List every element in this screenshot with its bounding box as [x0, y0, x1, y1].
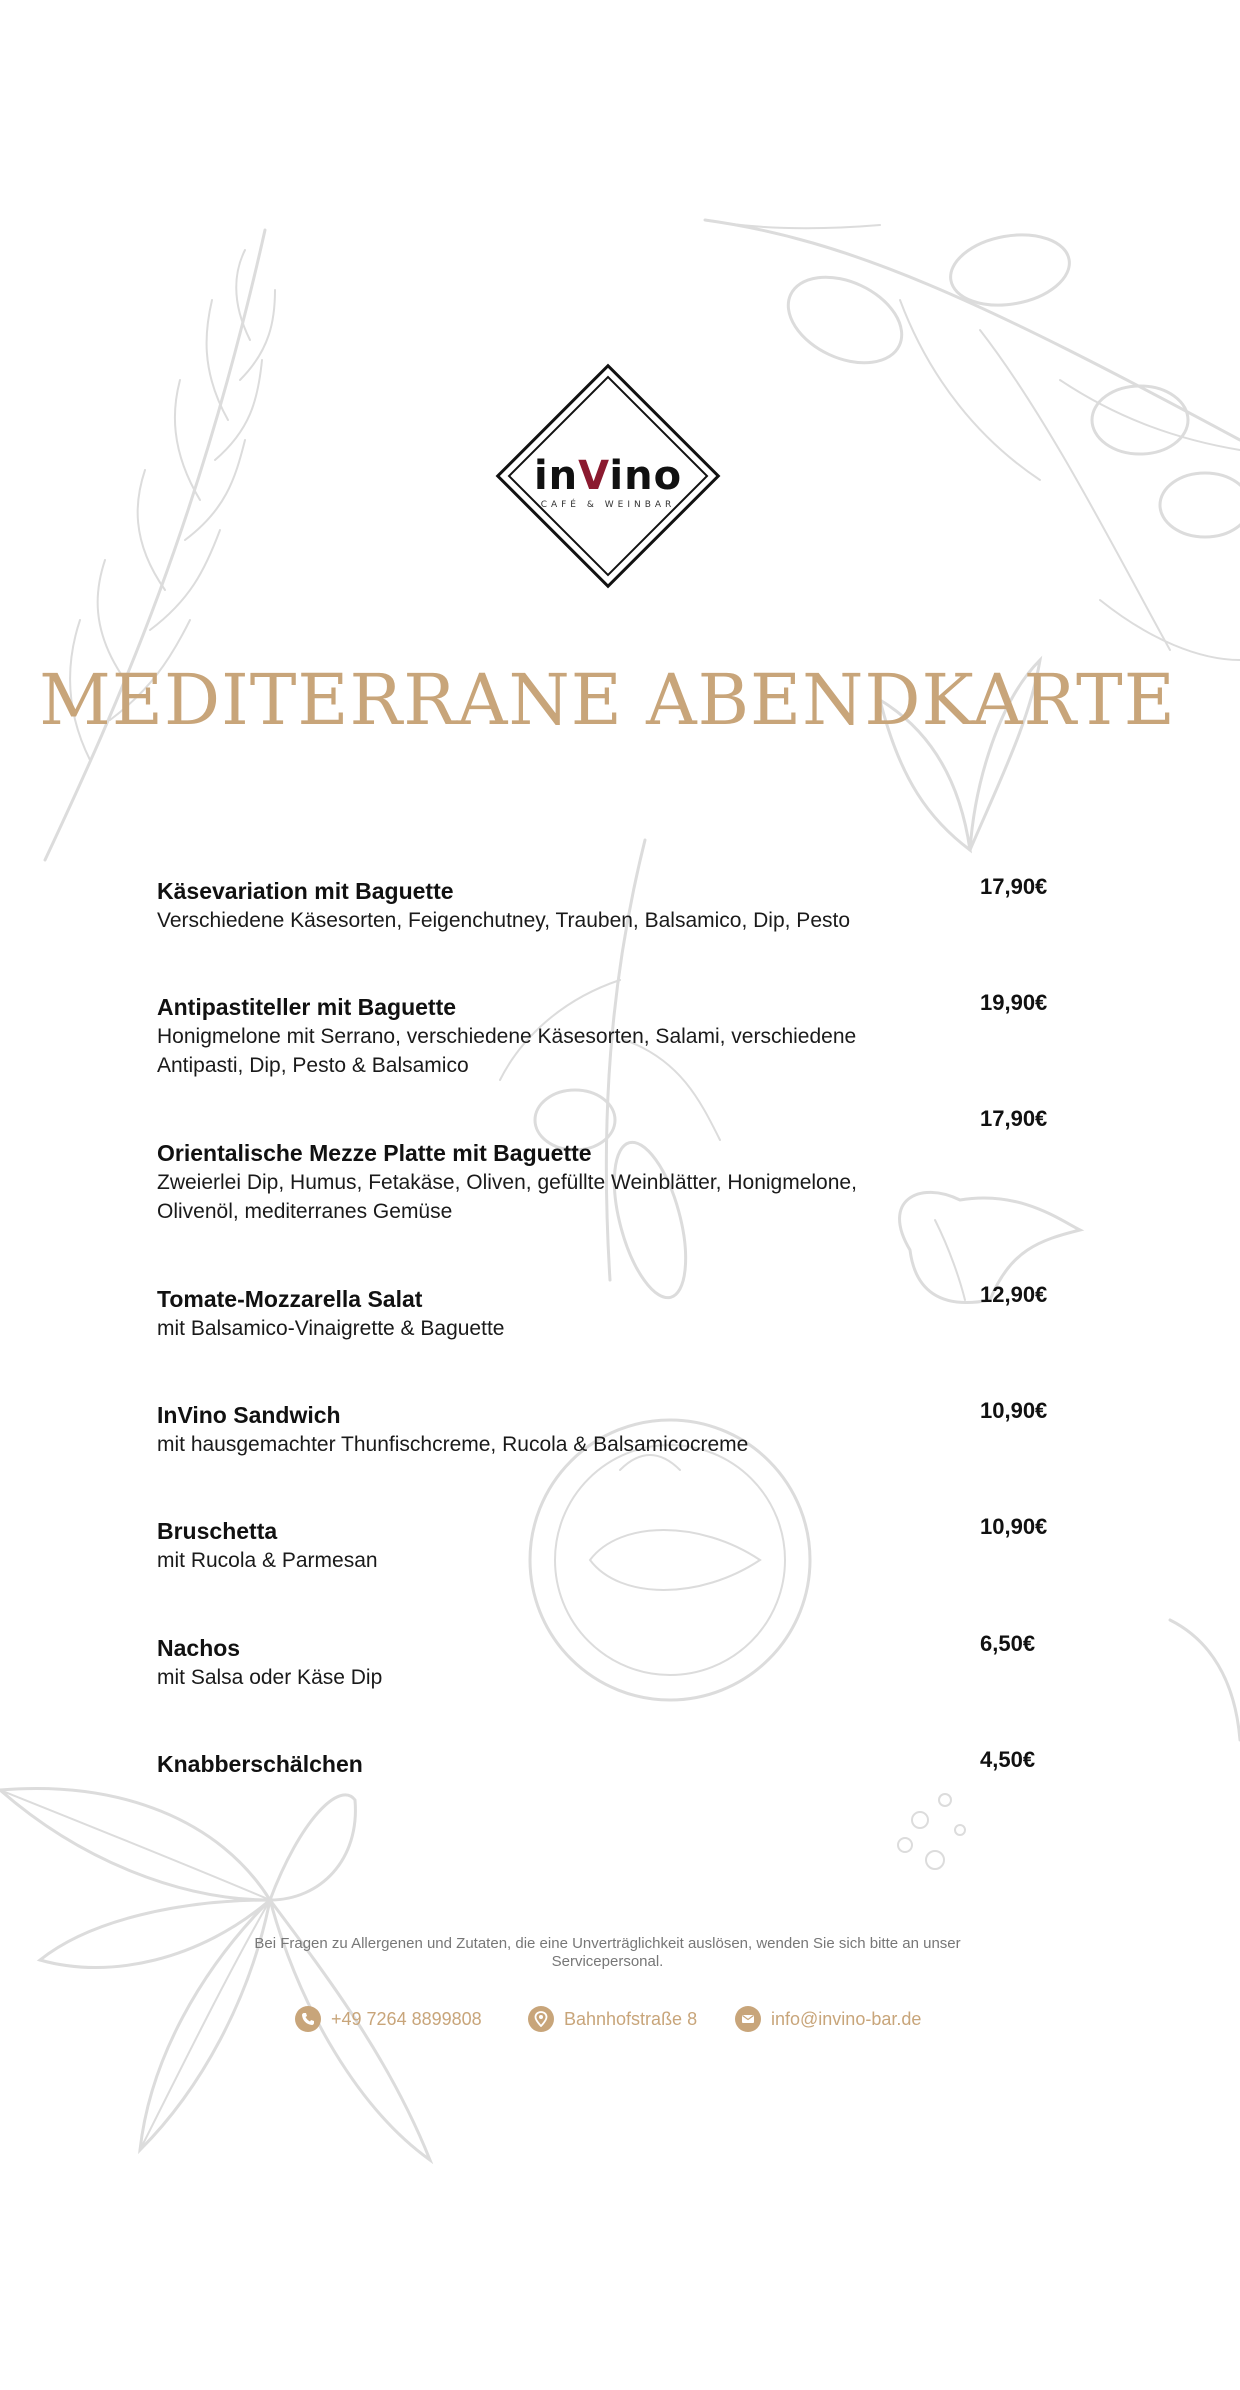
menu-item-description: mit hausgemachter Thunfischcreme, Rucola & Balsamicocreme: [157, 1433, 749, 1456]
menu-item-name: Käsevariation mit Baguette: [157, 878, 454, 904]
menu-item-description: mit Rucola & Parmesan: [157, 1549, 378, 1572]
logo-subtitle: CAFÉ & WEINBAR: [540, 500, 676, 510]
menu-item-name: Knabberschälchen: [157, 1751, 363, 1777]
logo-wordmark: inVino: [533, 453, 683, 499]
menu-item-price: 4,50€: [980, 1747, 1036, 1772]
contact-email[interactable]: [735, 2004, 921, 2034]
page-title: MEDITERRANE ABENDKARTE: [39, 659, 1176, 741]
mail-icon: [735, 2006, 761, 2032]
menu-item-description: mit Salsa oder Käse Dip: [157, 1666, 383, 1689]
invino-logo: [492, 360, 724, 592]
menu-item-name: Tomate-Mozzarella Salat: [157, 1286, 423, 1312]
menu-item-name: Orientalische Mezze Platte mit Baguette: [157, 1140, 592, 1166]
basil-illustration: [0, 1788, 430, 2160]
menu-item-price: 19,90€: [980, 990, 1048, 1015]
menu-item-price: 17,90€: [980, 1106, 1048, 1131]
menu-item-description: Honigmelone mit Serrano, verschiedene Käsesorten, Salami, verschiedene Antipasti, Dip, Pesto & Balsamico: [157, 1025, 857, 1077]
menu-item-name: InVino Sandwich: [157, 1402, 341, 1428]
herb-leaf-illustration: [1170, 1620, 1240, 1740]
menu-item-name: Nachos: [157, 1635, 241, 1661]
menu-item-price: 10,90€: [980, 1398, 1048, 1423]
menu-item-description: mit Balsamico-Vinaigrette & Baguette: [157, 1317, 505, 1340]
olive-branch-illustration: [705, 220, 1240, 660]
menu-item-name: Antipastiteller mit Baguette: [157, 994, 457, 1020]
menu-item-description: Verschiedene Käsesorten, Feigenchutney, Trauben, Balsamico, Dip, Pesto: [157, 909, 851, 932]
contact-phone[interactable]: [295, 2004, 482, 2034]
phone-number: +49 7264 8899808: [331, 2008, 482, 2029]
contact-address[interactable]: [528, 2004, 697, 2034]
menu-item-price: 6,50€: [980, 1631, 1036, 1656]
menu-item-name: Bruschetta: [157, 1518, 278, 1544]
menu-item-description: Zweierlei Dip, Humus, Fetakäse, Oliven, gefüllte Weinblätter, Honigmelone, Olivenöl, mediterranes Gemüse: [157, 1171, 857, 1223]
allergen-note: Bei Fragen zu Allergenen und Zutaten, die eine Unverträglichkeit auslösen, wenden Sie sich bitte an unser Servicepersonal.: [254, 1935, 961, 1970]
email-address: info@invino-bar.de: [771, 2008, 922, 2029]
map-pin-icon: [528, 2006, 554, 2032]
phone-icon: [295, 2006, 321, 2032]
rosemary-illustration: [45, 230, 275, 860]
menu-item-price: 12,90€: [980, 1282, 1048, 1307]
address-text: Bahnhofstraße 8: [564, 2008, 698, 2029]
menu-item-price: 17,90€: [980, 874, 1048, 899]
bubbles-illustration: [898, 1794, 965, 1869]
menu-item-price: 10,90€: [980, 1514, 1048, 1539]
